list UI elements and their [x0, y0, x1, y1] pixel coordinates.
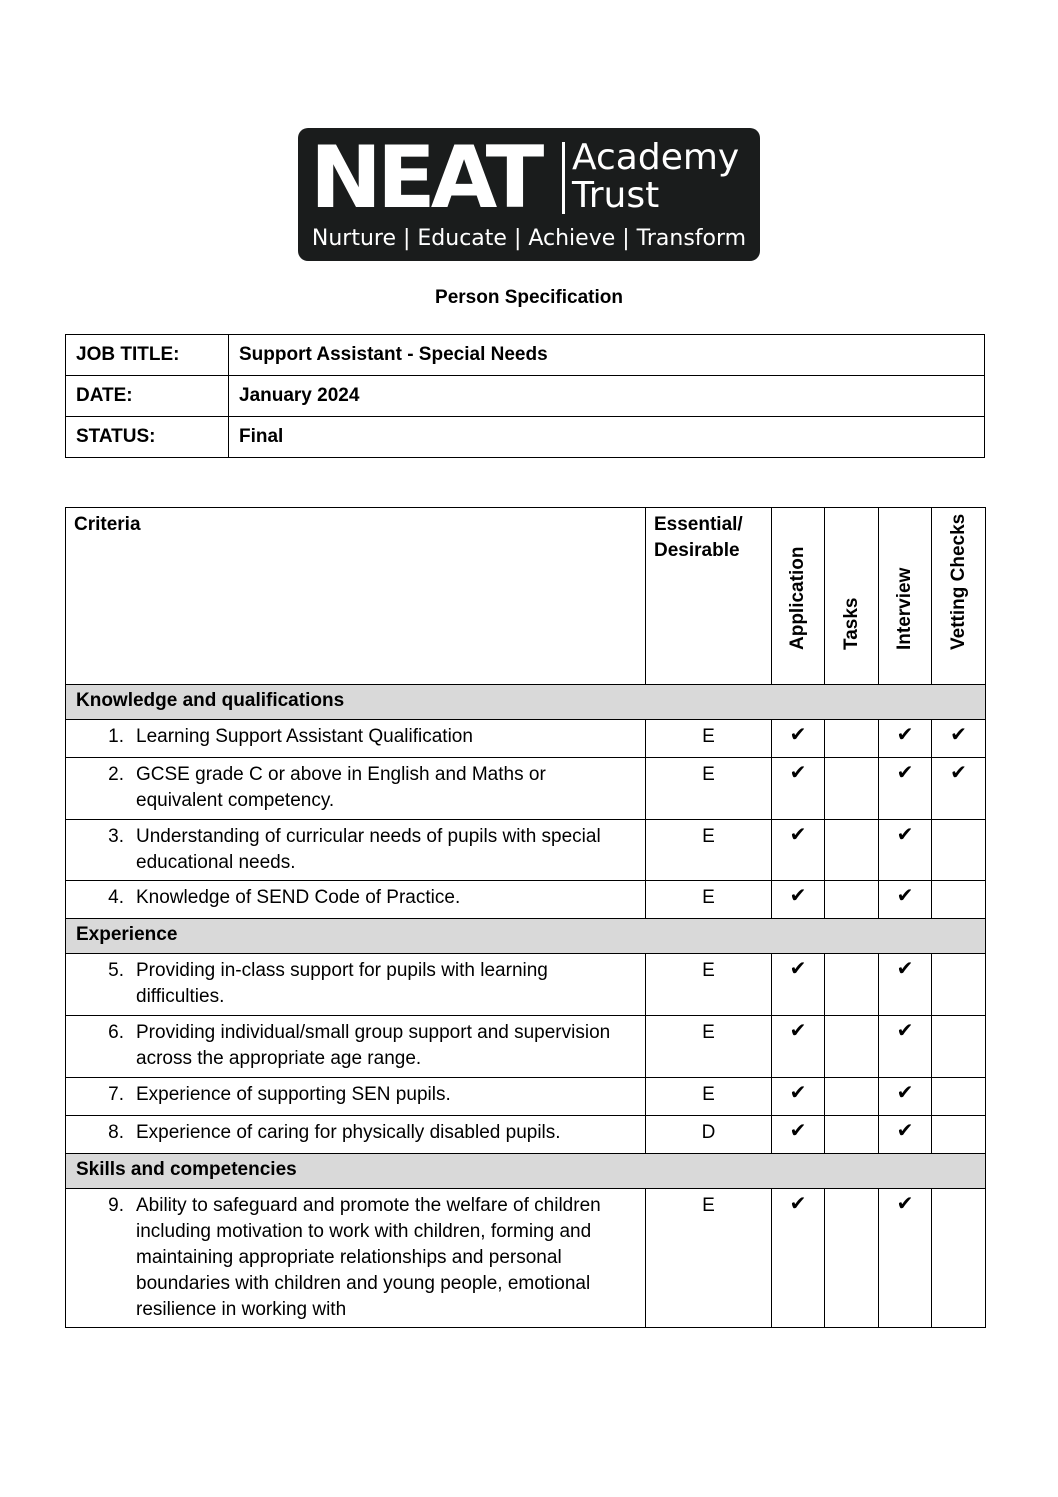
essential-desirable-cell: E [646, 758, 772, 820]
table-header-row [66, 508, 986, 685]
application-check-cell: ✔ [772, 1078, 825, 1116]
application-check-cell: ✔ [772, 881, 825, 919]
application-check-cell: ✔ [772, 1116, 825, 1154]
criteria-text: Providing individual/small group support and supervision across the appropriate age range. [136, 1022, 611, 1069]
vetting-check-cell [932, 1189, 986, 1328]
essential-desirable-cell: D [646, 1116, 772, 1154]
criteria-row [66, 881, 986, 919]
criteria-text: Experience of caring for physically disabled pupils. [136, 1122, 561, 1143]
person-specification-table [65, 507, 986, 1328]
tasks-check-cell [825, 820, 879, 881]
application-check-cell: ✔ [772, 720, 825, 758]
criteria-row [66, 720, 986, 758]
application-check-cell: ✔ [772, 758, 825, 820]
criteria-cell [66, 820, 646, 881]
info-label: DATE: [66, 376, 229, 417]
criteria-row [66, 954, 986, 1016]
vetting-check-cell [932, 954, 986, 1016]
criteria-number: 5. [108, 960, 124, 981]
interview-check-cell: ✔ [879, 820, 932, 881]
application-header [772, 508, 825, 685]
section-header-row [66, 919, 986, 954]
criteria-cell [66, 1016, 646, 1078]
page-title: Person Specification [435, 287, 623, 308]
vetting-check-cell [932, 1116, 986, 1154]
logo-wordmark: NEAT [310, 128, 540, 228]
criteria-row [66, 1189, 986, 1328]
info-row-date [66, 376, 985, 417]
tasks-check-cell [825, 758, 879, 820]
logo-tagline: Nurture | Educate | Achieve | Transform [311, 226, 747, 251]
criteria-text: Providing in-class support for pupils with learning difficulties. [136, 960, 548, 1007]
essential-desirable-header: Essential/ Desirable [646, 508, 772, 685]
criteria-text: Understanding of curricular needs of pupils with special educational needs. [136, 826, 601, 873]
criteria-number: 7. [108, 1084, 124, 1105]
section-header-row [66, 1154, 986, 1189]
criteria-row [66, 758, 986, 820]
info-label: STATUS: [66, 417, 229, 458]
criteria-cell [66, 1078, 646, 1116]
info-label: JOB TITLE: [66, 335, 229, 376]
criteria-text: Experience of supporting SEN pupils. [136, 1084, 451, 1105]
criteria-row [66, 820, 986, 881]
interview-check-cell: ✔ [879, 720, 932, 758]
criteria-number: 3. [108, 826, 124, 847]
criteria-header: Criteria [66, 508, 646, 685]
interview-check-cell: ✔ [879, 1116, 932, 1154]
section-title: Knowledge and qualifications [66, 685, 986, 720]
application-check-cell: ✔ [772, 1016, 825, 1078]
tasks-check-cell [825, 1116, 879, 1154]
logo-academy-text: Academy [572, 137, 740, 178]
tasks-header-label: Tasks [840, 597, 862, 650]
application-check-cell: ✔ [772, 820, 825, 881]
criteria-row [66, 1016, 986, 1078]
criteria-row [66, 1116, 986, 1154]
application-check-cell: ✔ [772, 954, 825, 1016]
info-value: Final [229, 417, 985, 458]
info-row-job-title [66, 335, 985, 376]
logo-trust-text: Trust [572, 175, 660, 216]
application-check-cell: ✔ [772, 1189, 825, 1328]
criteria-text: Ability to safeguard and promote the welfare of children including motivation to work with children, forming and maintaining appropriate relationships and personal boundaries with children and young people, emotional resilience in working with [136, 1195, 601, 1320]
tasks-check-cell [825, 720, 879, 758]
interview-header-label: Interview [894, 567, 915, 650]
criteria-cell [66, 954, 646, 1016]
section-title: Skills and competencies [66, 1154, 986, 1189]
vetting-checks-header-label: Vetting Checks [947, 513, 969, 650]
interview-check-cell: ✔ [879, 1189, 932, 1328]
tasks-check-cell [825, 1078, 879, 1116]
info-value: January 2024 [229, 376, 985, 417]
essential-desirable-cell: E [646, 1016, 772, 1078]
essential-desirable-cell: E [646, 1189, 772, 1328]
criteria-text: Knowledge of SEND Code of Practice. [136, 887, 461, 908]
vetting-check-cell: ✔ [932, 758, 986, 820]
tasks-check-cell [825, 1189, 879, 1328]
vetting-check-cell [932, 881, 986, 919]
tasks-header [825, 508, 879, 685]
criteria-row [66, 1078, 986, 1116]
logo-divider [562, 142, 565, 214]
interview-header [879, 508, 932, 685]
essential-desirable-cell: E [646, 820, 772, 881]
interview-check-cell: ✔ [879, 1016, 932, 1078]
criteria-number: 8. [108, 1122, 124, 1143]
info-row-status [66, 417, 985, 458]
criteria-cell [66, 720, 646, 758]
criteria-text: Learning Support Assistant Qualification [136, 726, 473, 747]
interview-check-cell: ✔ [879, 1078, 932, 1116]
essential-desirable-cell: E [646, 954, 772, 1016]
vetting-check-cell [932, 1016, 986, 1078]
section-header-row [66, 685, 986, 720]
tasks-check-cell [825, 954, 879, 1016]
application-header-label: Application [787, 546, 808, 650]
tasks-check-cell [825, 881, 879, 919]
neat-academy-trust-logo [298, 128, 760, 261]
criteria-text: GCSE grade C or above in English and Maths or equivalent competency. [136, 764, 546, 811]
job-info-table [65, 334, 985, 458]
interview-check-cell: ✔ [879, 954, 932, 1016]
criteria-cell [66, 881, 646, 919]
criteria-number: 2. [108, 764, 124, 785]
section-title: Experience [66, 919, 986, 954]
criteria-number: 9. [108, 1195, 124, 1216]
interview-check-cell: ✔ [879, 758, 932, 820]
criteria-cell [66, 758, 646, 820]
vetting-check-cell: ✔ [932, 720, 986, 758]
vetting-check-cell [932, 1078, 986, 1116]
info-value: Support Assistant - Special Needs [229, 335, 985, 376]
essential-desirable-cell: E [646, 881, 772, 919]
criteria-cell [66, 1116, 646, 1154]
tasks-check-cell [825, 1016, 879, 1078]
essential-desirable-cell: E [646, 720, 772, 758]
criteria-number: 1. [108, 726, 124, 747]
criteria-number: 4. [108, 887, 124, 908]
criteria-cell [66, 1189, 646, 1328]
interview-check-cell: ✔ [879, 881, 932, 919]
vetting-check-cell [932, 820, 986, 881]
essential-desirable-cell: E [646, 1078, 772, 1116]
criteria-number: 6. [108, 1022, 124, 1043]
vetting-checks-header [932, 508, 986, 685]
